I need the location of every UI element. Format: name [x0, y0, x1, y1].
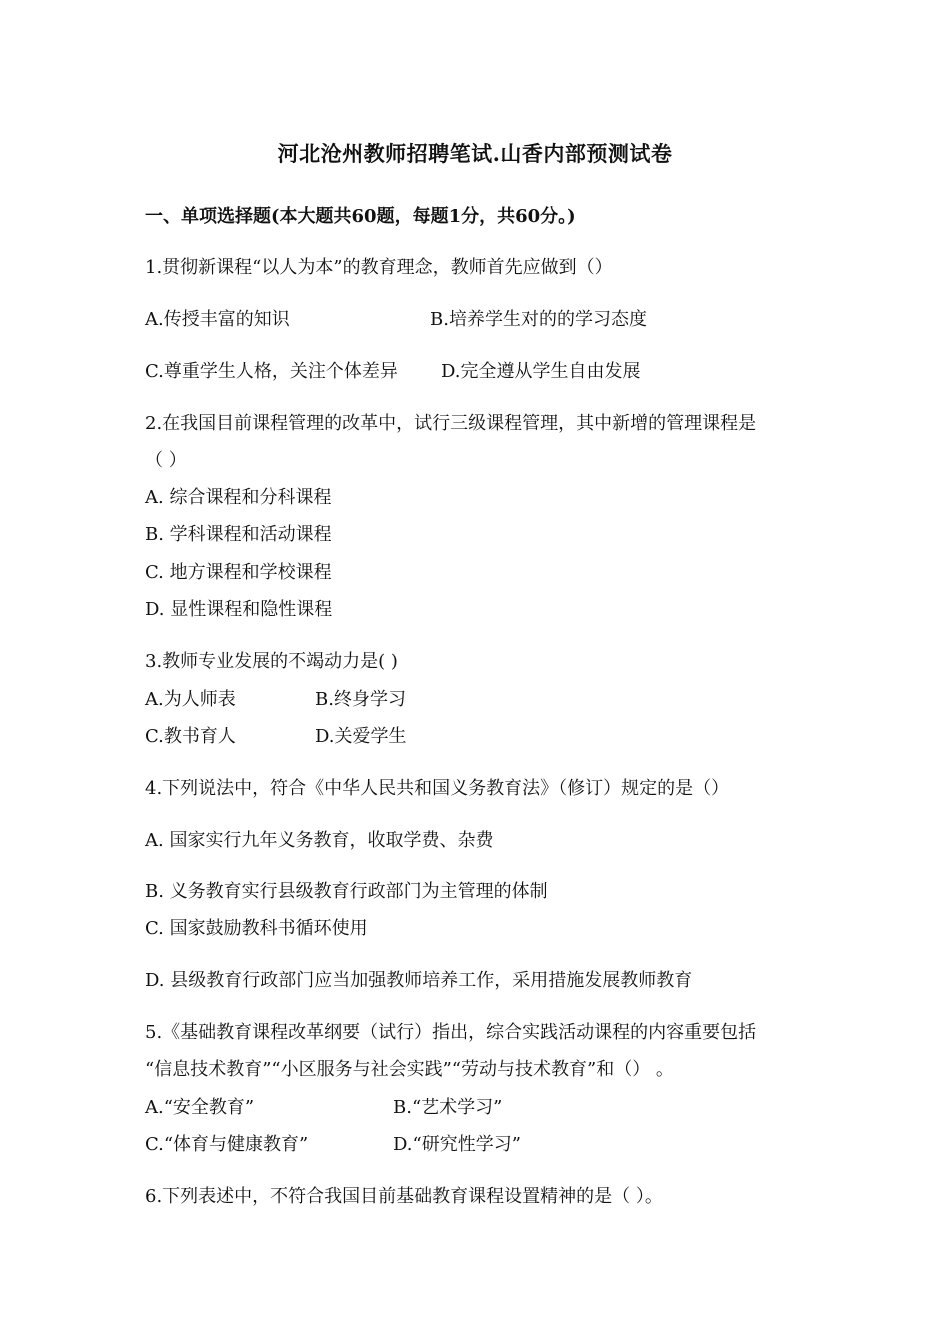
question-3-option-b: B.终身学习: [315, 689, 406, 710]
document-title: 河北沧州教师招聘笔试.山香内部预测试卷: [277, 141, 673, 166]
question-5-option-d: D.“研究性学习”: [393, 1134, 521, 1155]
question-2-option-c: C. 地方课程和学校课程: [145, 562, 332, 583]
question-4-stem: 4.下列说法中，符合《中华人民共和国义务教育法》（修订）规定的是（）: [145, 778, 730, 799]
question-2-option-b: B. 学科课程和活动课程: [145, 524, 332, 545]
question-1-option-a: A.传授丰富的知识: [145, 309, 290, 330]
question-3-option-c: C.教书育人: [145, 726, 236, 747]
question-2-stem-continued: （ ）: [145, 450, 187, 471]
question-5-stem: 5.《基础教育课程改革纲要（试行）指出，综合实践活动课程的内容重要包括: [145, 1022, 757, 1043]
question-3-option-d: D.关爱学生: [315, 726, 407, 747]
question-1-option-b: B.培养学生对的的学习态度: [430, 309, 647, 330]
question-5-option-a: A.“安全教育”: [145, 1097, 255, 1118]
question-4-option-b: B. 义务教育实行县级教育行政部门为主管理的体制: [145, 881, 548, 902]
question-1-stem: 1.贯彻新课程“以人为本”的教育理念，教师首先应做到（）: [145, 257, 613, 278]
question-5-option-b: B.“艺术学习”: [393, 1097, 503, 1118]
question-2-option-a: A. 综合课程和分科课程: [145, 487, 332, 508]
question-1-option-d: D.完全遵从学生自由发展: [441, 361, 641, 382]
question-5-option-c: C.“体育与健康教育”: [145, 1134, 309, 1155]
section-heading: 一、单项选择题(本大题共60题，每题1分，共60分。): [145, 206, 576, 227]
question-1-option-c: C.尊重学生人格，关注个体差异: [145, 361, 398, 382]
question-4-option-a: A. 国家实行九年义务教育，收取学费、杂费: [145, 830, 494, 851]
question-4-option-c: C. 国家鼓励教科书循环使用: [145, 918, 368, 939]
question-3-stem: 3.教师专业发展的不竭动力是( ): [145, 651, 398, 672]
question-2-stem: 2.在我国目前课程管理的改革中，试行三级课程管理，其中新增的管理课程是: [145, 413, 757, 434]
question-2-option-d: D. 显性课程和隐性课程: [145, 599, 333, 620]
question-6-stem: 6.下列表述中，不符合我国目前基础教育课程设置精神的是（ ）。: [145, 1186, 663, 1207]
question-3-option-a: A.为人师表: [145, 689, 236, 710]
question-4-option-d: D. 县级教育行政部门应当加强教师培养工作，采用措施发展教师教育: [145, 970, 693, 991]
question-5-stem-continued: “信息技术教育”“小区服务与社会实践”“劳动与技术教育”和（） 。: [145, 1059, 674, 1080]
